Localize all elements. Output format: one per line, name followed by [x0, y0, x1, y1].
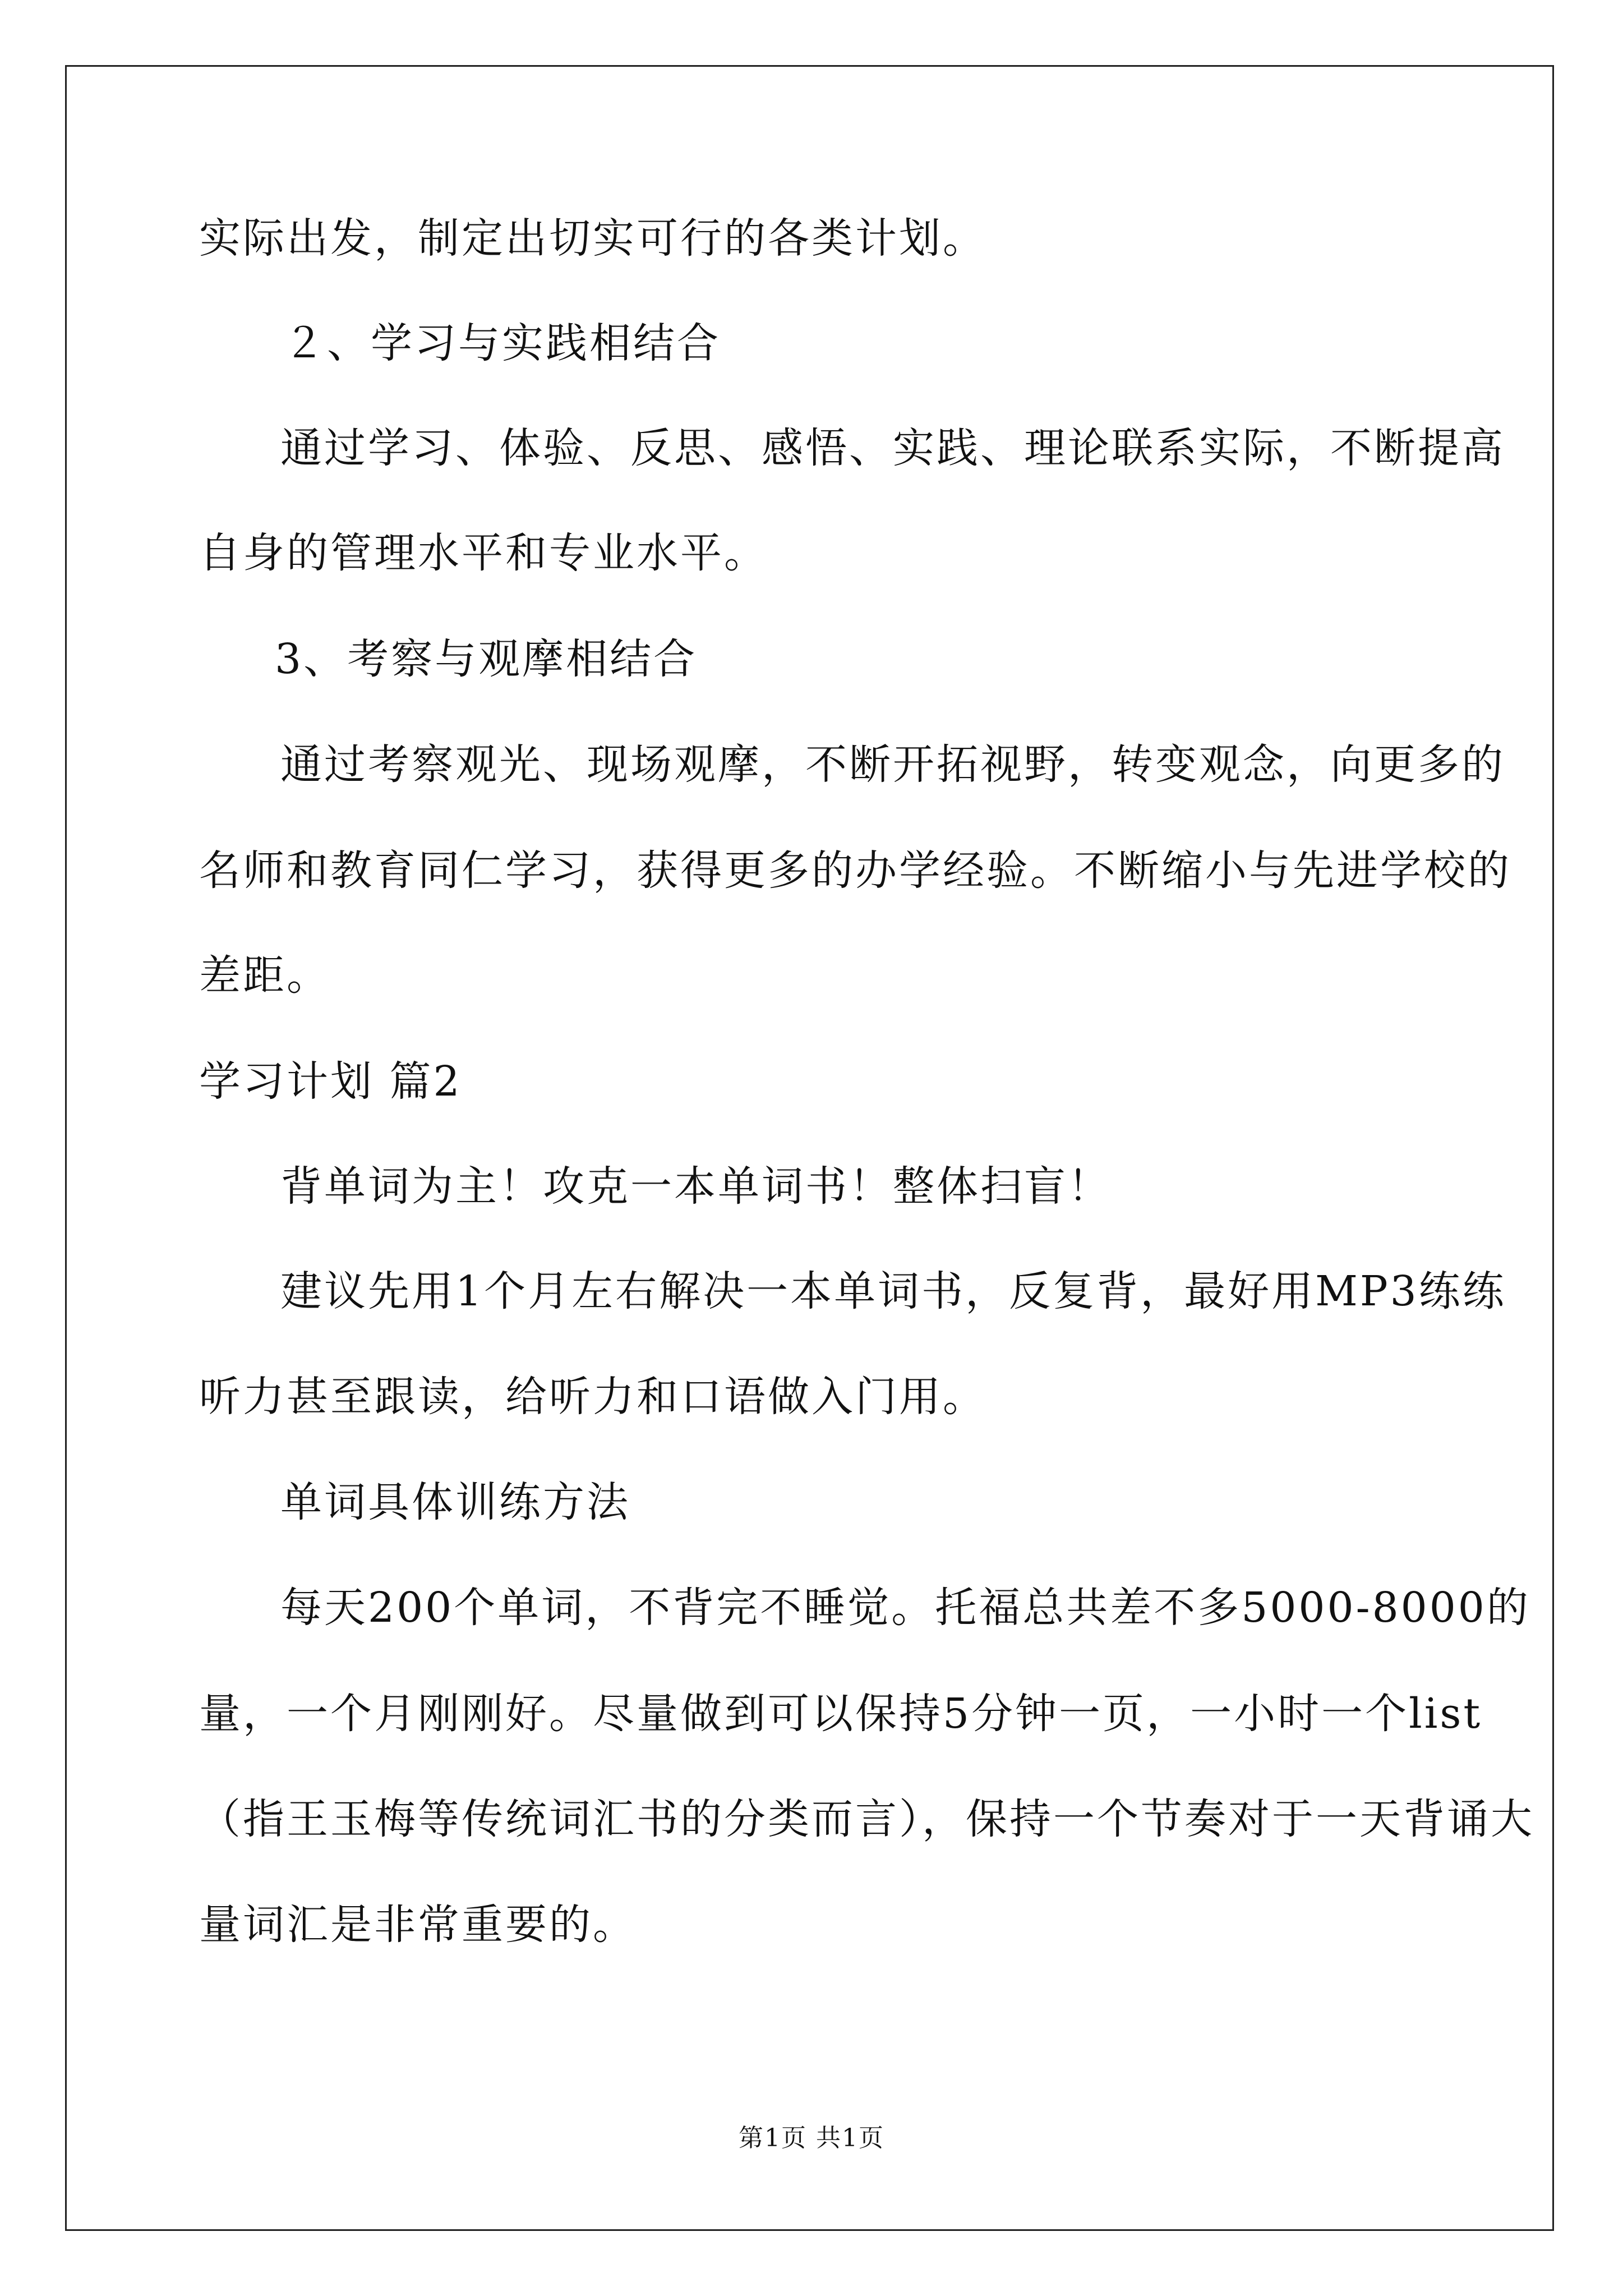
paragraph-line: 量，一个月刚刚好。尽量做到可以保持5分钟一页，一小时一个list — [199, 1690, 1483, 1738]
article-title: 学习计划 篇2 — [199, 1057, 462, 1106]
page-number: 第1页 共1页 — [739, 2124, 884, 2152]
section-heading: 单词具体训练方法 — [280, 1478, 630, 1526]
paragraph-line: 背单词为主！攻克一本单词书！整体扫盲！ — [280, 1162, 1112, 1211]
paragraph-line: 实际出发，制定出切实可行的各类计划。 — [199, 214, 986, 263]
paragraph-line: 每天200个单词，不背完不睡觉。托福总共差不多5000-8000的 — [280, 1584, 1530, 1632]
paragraph-line: 通过考察观光、现场观摩，不断开拓视野，转变观念，向更多的 — [280, 740, 1505, 789]
paragraph-line: 建议先用1个月左右解决一本单词书，反复背，最好用MP3练练 — [280, 1267, 1506, 1315]
paragraph-line: 名师和教育同仁学习，获得更多的办学经验。不断缩小与先进学校的 — [199, 846, 1511, 895]
section-heading: ２、学习与实践相结合 — [283, 319, 721, 367]
paragraph-line: 通过学习、体验、反思、感悟、实践、理论联系实际，不断提高 — [280, 424, 1505, 472]
section-heading: 3、考察与观摩相结合 — [275, 635, 698, 683]
paragraph-line: 量词汇是非常重要的。 — [199, 1901, 637, 1949]
paragraph-line: 差距。 — [199, 951, 330, 1000]
paragraph-line: 自身的管理水平和专业水平。 — [199, 529, 768, 577]
paragraph-line: 听力甚至跟读，给听力和口语做入门用。 — [199, 1373, 986, 1421]
paragraph-line: （指王玉梅等传统词汇书的分类而言），保持一个节奏对于一天背诵大 — [199, 1795, 1534, 1843]
